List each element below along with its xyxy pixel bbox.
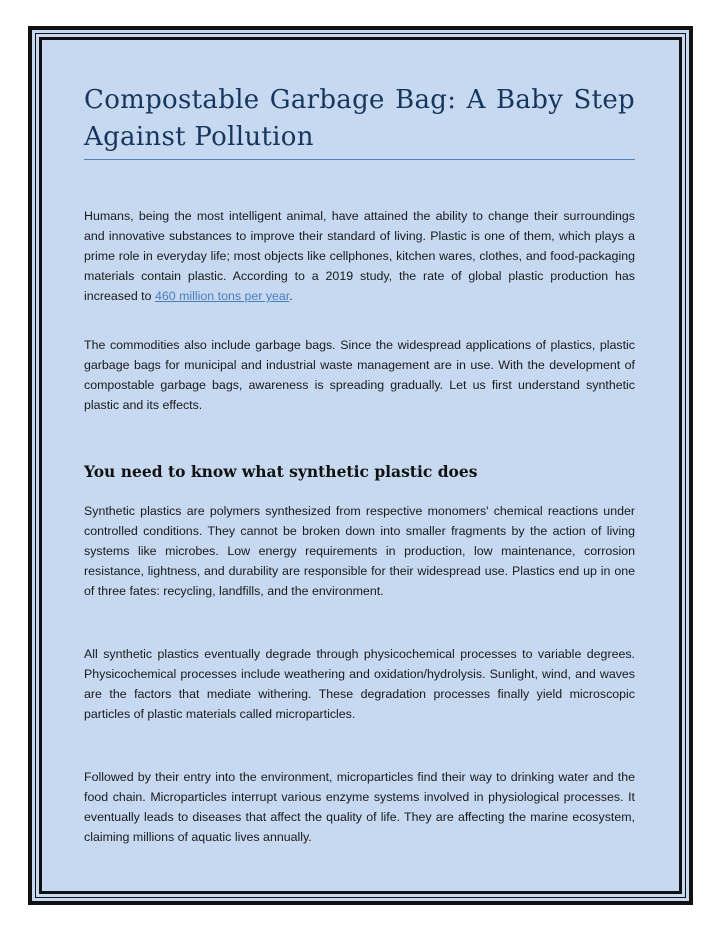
production-stat-link[interactable]: 460 million tons per year <box>154 289 290 303</box>
paragraph-intro-text: Humans, being the most intelligent animal, have attained the ability to change their surroundings and innovative substances to improve their standard of living. Plastic is one of them, which plays a prime role in everyday life; most objects like cellphones, kitchen wares, clothes, and food-packaging materials contain plastic. According to a 2019 study, the rate of global plastic production has increased to <box>84 209 635 303</box>
paragraph-intro <box>84 206 635 306</box>
document-title: Compostable Garbage Bag: A Baby Step Against Pollution <box>84 82 635 160</box>
section-heading: You need to know what synthetic plastic does <box>84 462 478 481</box>
paragraph-garbage-bags: The commodities also include garbage bags. Since the widespread applications of plastics, plastic garbage bags for municipal and industrial waste management are in use. With the development of compostable garbage bags, awareness is spreading gradually. Let us first understand synthetic plastic and its effects. <box>84 338 635 412</box>
paragraph-microparticles: Followed by their entry into the environment, microparticles find their way to drinking water and the food chain. Microparticles interrupt various enzyme systems involved in physiological processes. It eventually leads to diseases that affect the quality of life. They are affecting the marine ecosystem, claiming millions of aquatic lives annually. <box>84 770 635 844</box>
document-body <box>84 82 635 847</box>
paragraph-synthetic-plastics: Synthetic plastics are polymers synthesized from respective monomers' chemical reactions under controlled conditions. They cannot be broken down into smaller fragments by the action of living systems like microbes. Low energy requirements in production, low maintenance, corrosion resistance, lightness, and durability are responsible for their widespread use. Plastics end up in one of three fates: recycling, landfills, and the environment. <box>84 504 635 598</box>
paragraph-intro-end: . <box>289 289 293 303</box>
paragraph-degradation: All synthetic plastics eventually degrade through physicochemical processes to variable degrees. Physicochemical processes include weathering and oxidation/hydrolysis. Sunlight, wind, and waves are the factors that mediate withering. These degradation processes finally yield microscopic particles of plastic materials called microparticles. <box>84 647 635 721</box>
